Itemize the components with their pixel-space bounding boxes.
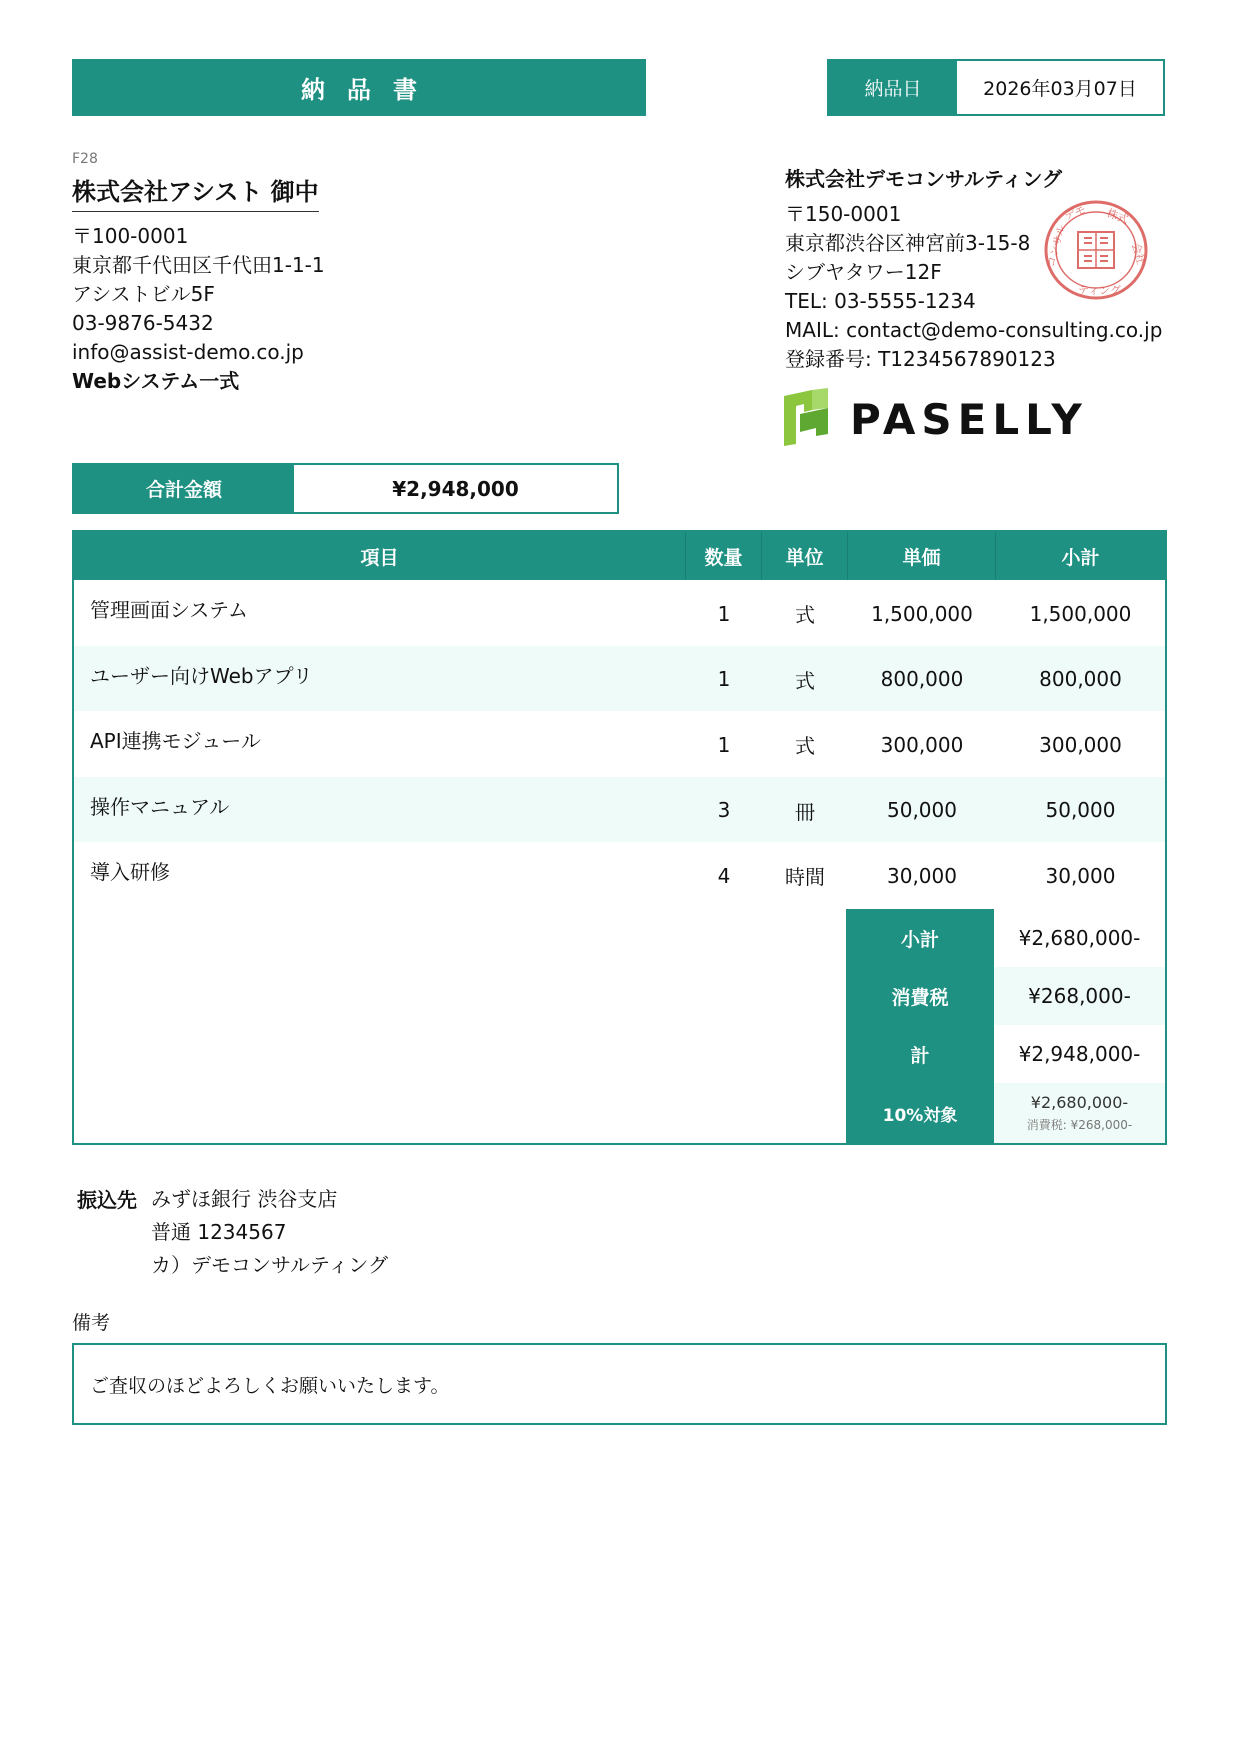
summary-tax-target-value: ¥2,680,000- [1030, 1093, 1129, 1112]
item-name: API連携モジュール [90, 729, 261, 753]
item-unit: 式 [795, 668, 815, 693]
summary-subtotal-value: ¥2,680,000- [1018, 926, 1141, 950]
item-name: 操作マニュアル [90, 794, 230, 819]
item-name: 管理画面システム [90, 598, 248, 622]
item-subtotal: 50,000 [1045, 798, 1116, 823]
client-email: info@assist-demo.co.jp [72, 340, 304, 364]
item-quantity: 1 [717, 732, 731, 757]
svg-text:ティング: ティング [1078, 284, 1121, 297]
header-subtotal: 小計 [1061, 546, 1100, 569]
item-quantity: 1 [717, 667, 731, 692]
summary-tax-target-label: 10%対象 [846, 1083, 994, 1143]
items-table [72, 530, 1167, 1145]
issuer-tel: TEL: 03-5555-1234 [785, 289, 976, 313]
item-unit: 式 [795, 603, 815, 628]
summary-tax-value: ¥268,000- [994, 967, 1165, 1025]
svg-text:コンサル: コンサル [1044, 223, 1069, 269]
summary-tax-target-tax: 消費税: ¥268,000- [1026, 1118, 1133, 1132]
summary-tax-label: 消費税 [846, 967, 994, 1025]
item-quantity: 3 [717, 798, 731, 823]
grand-total-value: ¥2,948,000 [392, 476, 519, 501]
client-address1: 東京都千代田区千代田1-1-1 [72, 253, 325, 277]
grand-total-label: 合計金額 [74, 465, 294, 512]
client-subject: Webシステム一式 [72, 369, 240, 393]
summary-total-label: 計 [846, 1025, 994, 1083]
issuer-name: 株式会社デモコンサルティング [785, 167, 1062, 191]
table-row [74, 711, 1165, 777]
table-row [74, 842, 1165, 908]
issuer-mail: MAIL: contact@demo-consulting.co.jp [785, 318, 1163, 342]
item-subtotal: 800,000 [1039, 667, 1122, 692]
bank-account: 普通 1234567 [151, 1220, 287, 1244]
item-unit: 式 [795, 734, 815, 759]
svg-text:会社: 会社 [1129, 241, 1148, 267]
table-row [74, 580, 1165, 646]
paselly-logo [782, 388, 1102, 448]
delivery-date-value: 2026年03月07日 [983, 78, 1137, 100]
client-phone: 03-9876-5432 [72, 311, 214, 335]
svg-text:PASELLY: PASELLY [850, 395, 1088, 444]
remarks-box [72, 1343, 1167, 1425]
header-unit: 単位 [762, 532, 848, 580]
table-header [74, 532, 1165, 580]
header-item: 項目 [74, 532, 686, 580]
delivery-date-label: 納品日 [829, 61, 957, 114]
item-unit-price: 1,500,000 [871, 601, 973, 626]
item-unit: 時間 [785, 865, 825, 890]
delivery-date-box [827, 59, 1165, 116]
company-seal-stamp [1042, 198, 1150, 302]
item-unit-price: 50,000 [887, 798, 957, 823]
item-unit-price: 30,000 [887, 863, 957, 888]
bank-label: 振込先 [77, 1188, 137, 1212]
header-quantity: 数量 [686, 532, 762, 580]
issuer-address2: シブヤタワー12F [785, 260, 942, 284]
item-name: ユーザー向けWebアプリ [90, 663, 313, 688]
client-address2: アシストビル5F [72, 282, 215, 306]
table-row [74, 646, 1165, 712]
summary-subtotal-label: 小計 [846, 909, 994, 967]
remarks-label: 備考 [72, 1312, 111, 1334]
client-info [72, 222, 325, 396]
item-subtotal: 300,000 [1039, 732, 1122, 757]
svg-text:株式: 株式 [1104, 206, 1131, 227]
bank-info [151, 1183, 388, 1282]
item-unit-price: 800,000 [880, 667, 964, 692]
client-postal: 〒100-0001 [72, 224, 189, 248]
svg-text:デモ: デモ [1062, 203, 1088, 223]
item-subtotal: 30,000 [1045, 863, 1116, 888]
summary-total-value: ¥2,948,000- [1018, 1042, 1141, 1066]
item-quantity: 1 [717, 601, 731, 626]
issuer-address1: 東京都渋谷区神宮前3-15-8 [785, 231, 1031, 255]
bank-name: みずほ銀行 渋谷支店 [151, 1187, 338, 1211]
header-unit-price: 単価 [848, 532, 996, 580]
client-name: 株式会社アシスト 御中 [72, 172, 319, 212]
table-row [74, 777, 1165, 843]
item-quantity: 4 [717, 863, 731, 888]
issuer-postal: 〒150-0001 [785, 202, 902, 226]
item-name: 導入研修 [90, 860, 170, 884]
remarks-text: ご査収のほどよろしくお願いいたします。 [90, 1374, 450, 1397]
bank-account-holder: カ）デモコンサルティング [151, 1253, 388, 1277]
issuer-registration: 登録番号: T1234567890123 [785, 347, 1056, 371]
document-code: F28 [72, 151, 98, 167]
item-unit: 冊 [795, 799, 815, 824]
document-title: 納品書 [72, 59, 646, 116]
item-subtotal: 1,500,000 [1029, 601, 1132, 626]
grand-total-box [72, 463, 619, 514]
item-unit-price: 300,000 [880, 732, 964, 757]
summary-tax-target [994, 1083, 1165, 1143]
